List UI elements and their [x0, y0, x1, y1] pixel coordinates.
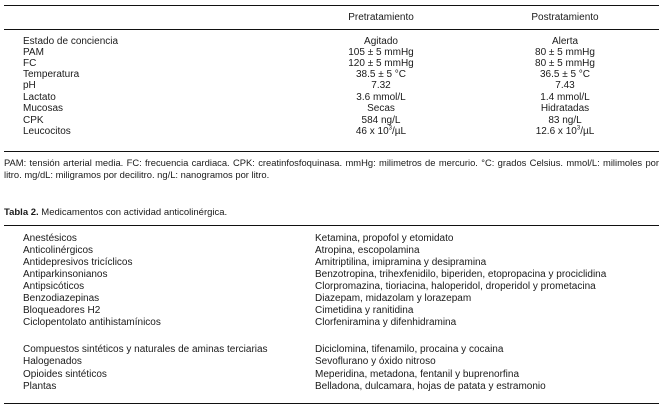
table2-caption — [4, 207, 227, 218]
drug-category: Bloqueadores H2 — [23, 305, 101, 316]
post-value: Alerta — [551, 36, 579, 47]
table-row — [0, 344, 662, 355]
drug-examples: Atropina, escopolamina — [315, 245, 420, 256]
table-row — [0, 103, 662, 114]
drug-category: Plantas — [23, 381, 57, 392]
post-value: 83 ng/L — [548, 115, 582, 126]
pre-value: 120 ± 5 mmHg — [348, 58, 414, 69]
table-row — [0, 257, 662, 268]
table2-caption-label: Tabla 2. — [4, 207, 39, 218]
pre-exponent: 3 — [388, 125, 393, 132]
table1-bottom-rule — [4, 151, 659, 152]
drug-category: Opioides sintéticos — [23, 369, 107, 380]
table-row — [0, 36, 662, 47]
row-label: Mucosas — [23, 103, 64, 114]
drug-category: Anticolinérgicos — [23, 245, 94, 256]
table2-top-rule — [4, 225, 659, 226]
table-row — [0, 305, 662, 316]
table2-bottom-rule — [4, 403, 659, 404]
post-value — [497, 126, 633, 137]
table-row — [0, 47, 662, 58]
drug-category: Antiparkinsonianos — [23, 269, 108, 280]
pre-value: Secas — [367, 103, 395, 114]
post-value: 80 ± 5 mmHg — [535, 58, 595, 69]
table-row — [0, 69, 662, 80]
drug-examples: Amitriptilina, imipramina y desipramina — [315, 257, 487, 268]
post-unit: /µL — [580, 126, 595, 137]
row-label: FC — [23, 58, 37, 69]
pre-value: Agitado — [364, 36, 398, 47]
row-label: pH — [23, 80, 36, 91]
table-row — [0, 115, 662, 126]
row-label: Temperatura — [23, 69, 80, 80]
post-value: 80 ± 5 mmHg — [535, 47, 595, 58]
pre-value: 584 ng/L — [361, 115, 401, 126]
table-row — [0, 126, 662, 137]
table-row — [0, 233, 662, 244]
table-row — [0, 369, 662, 380]
drug-examples: Clorpromazina, tioriacina, haloperidol, droperidol y prometacina — [315, 281, 596, 292]
drug-examples: Ketamina, propofol y etomidato — [315, 233, 454, 244]
table-row — [0, 92, 662, 103]
table-row — [0, 269, 662, 280]
drug-examples: Cimetidina y ranitidina — [315, 305, 414, 316]
post-value: 7.43 — [555, 80, 575, 91]
table-row — [0, 281, 662, 292]
table-row — [0, 58, 662, 69]
table-row — [0, 356, 662, 367]
post-value: Hidratadas — [540, 103, 590, 114]
table-row — [0, 80, 662, 91]
drug-category: Antipsicóticos — [23, 281, 85, 292]
drug-examples: Belladona, dulcamara, hojas de patata y estramonio — [315, 381, 546, 392]
pre-value: 105 ± 5 mmHg — [348, 47, 414, 58]
table-row — [0, 293, 662, 304]
drug-examples: Diazepam, midazolam y lorazepam — [315, 293, 472, 304]
drug-examples: Benzotropina, trihexfenidilo, biperiden, etopropacina y prociclidina — [315, 269, 607, 280]
row-label: CPK — [23, 115, 44, 126]
pre-value: 38.5 ± 5 °C — [355, 69, 407, 80]
post-exponent: 3 — [576, 125, 581, 132]
table-row — [0, 245, 662, 256]
row-label: Lactato — [23, 92, 56, 103]
row-label: Estado de conciencia — [23, 36, 119, 47]
header-postratamiento: Postratamiento — [531, 12, 599, 23]
table2-caption-text: Medicamentos con actividad anticolinérgica. — [38, 207, 228, 218]
drug-category: Halogenados — [23, 356, 82, 367]
table1-header-rule — [4, 29, 659, 30]
drug-category: Antidepresivos tricíclicos — [23, 257, 133, 268]
drug-examples: Meperidina, metadona, fentanil y buprenorfina — [315, 369, 520, 380]
table-row — [0, 381, 662, 392]
drug-category: Benzodiazepinas — [23, 293, 100, 304]
row-label: PAM — [23, 47, 44, 58]
pre-value: 3.6 mmol/L — [356, 92, 406, 103]
pre-value: 7.32 — [371, 80, 391, 91]
table-row — [0, 317, 662, 328]
drug-examples: Sevoflurano y óxido nitroso — [315, 356, 436, 367]
drug-category: Anestésicos — [23, 233, 77, 244]
header-pretratamiento: Pretratamiento — [348, 12, 414, 23]
drug-category: Compuestos sintéticos y naturales de aminas terciarias — [23, 344, 268, 355]
post-base: 12.6 x 10 — [535, 126, 577, 137]
table1-top-rule — [4, 5, 659, 6]
pre-base: 46 x 10 — [355, 126, 389, 137]
drug-examples: Clorfeniramina y difenhidramina — [315, 317, 457, 328]
table1-footnote: PAM: tensión arterial media. FC: frecuencia cardiaca. CPK: creatinfosfoquinasa. mmHg: milimetros de mercurio. °C: grados Celsius. mmol/L: milimoles por litro. mg/dL: miligramos por decilitro. ng/L: nanogramos por litro. — [4, 157, 659, 180]
pre-unit: /µL — [392, 126, 407, 137]
row-label: Leucocitos — [23, 126, 71, 137]
pre-value — [320, 126, 442, 137]
post-value: 1.4 mmol/L — [540, 92, 590, 103]
drug-examples: Diciclomina, tifenamilo, procaina y cocaina — [315, 344, 504, 355]
drug-category: Ciclopentolato antihistamínicos — [23, 317, 161, 328]
post-value: 36.5 ± 5 °C — [539, 69, 591, 80]
